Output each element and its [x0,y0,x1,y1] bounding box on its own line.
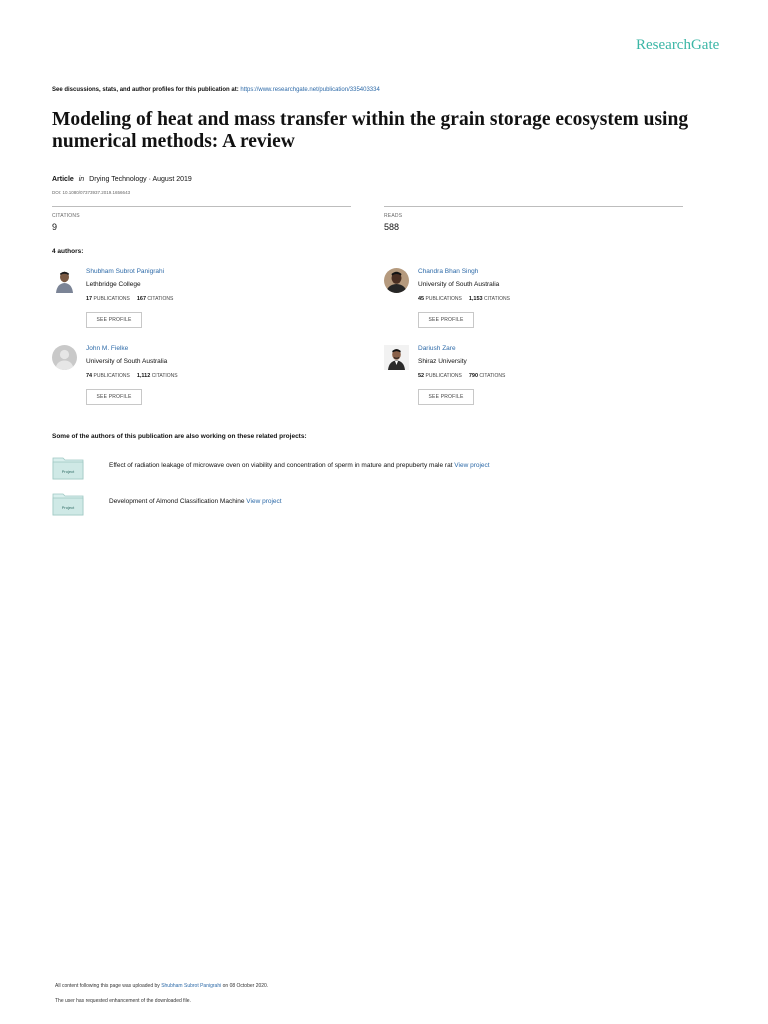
publications-label: PUBLICATIONS [425,373,462,379]
related-projects-heading: Some of the authors of this publication are also working on these related projects: [52,433,307,440]
upload-note [55,983,268,989]
project-icon-label: Project [61,505,75,510]
reads-divider [384,206,683,207]
author-card [52,345,352,415]
see-discussions-text: See discussions, stats, and author profiles for this publication at: [52,87,239,93]
author-name-link[interactable]: John M. Fielke [86,345,129,352]
author-stats [86,296,173,302]
project-item [52,492,752,518]
upload-note-prefix: All content following this page was uploaded by [55,983,160,989]
author-stats [418,373,505,379]
doi[interactable]: DOI: 10.1080/07373937.2019.1656643 [52,190,131,195]
citations-count: 1,153 [468,296,483,302]
author-name-link[interactable]: Chandra Bhan Singh [418,268,479,275]
author-card [52,268,352,338]
project-title: Development of Almond Classification Machine [109,498,245,505]
publications-count: 52 [418,373,425,379]
citations-count: 167 [136,296,147,302]
see-profile-button[interactable]: SEE PROFILE [86,312,142,328]
view-project-link[interactable]: View project [454,462,490,469]
project-title: Effect of radiation leakage of microwave oven on viability and concentration of sperm in mature and prepuberty male rat [109,462,453,469]
citations-label: CITATIONS [52,213,80,219]
project-description [109,462,490,469]
publications-count: 74 [86,373,93,379]
author-avatar-placeholder[interactable] [52,345,77,370]
see-profile-button[interactable]: SEE PROFILE [418,312,474,328]
see-profile-button[interactable]: SEE PROFILE [418,389,474,405]
publications-count: 17 [86,296,93,302]
author-name-link[interactable]: Shubham Subrot Panigrahi [86,268,165,275]
authors-heading: 4 authors: [52,248,84,255]
citations-count: 1,112 [136,373,151,379]
reads-value: 588 [384,222,400,232]
uploader-link[interactable]: Shubham Subrot Panigrahi [161,983,222,989]
publications-label: PUBLICATIONS [93,373,130,379]
reads-label: READS [384,213,403,219]
author-stats [418,296,510,302]
publication-url-link[interactable]: https://www.researchgate.net/publication/335403334 [240,87,380,93]
citations-count: 790 [468,373,479,379]
author-institution: University of South Australia [86,358,168,365]
see-profile-button[interactable]: SEE PROFILE [86,389,142,405]
project-folder-icon[interactable] [52,492,84,516]
enhancement-request-note: The user has requested enhancement of the downloaded file. [55,998,191,1004]
article-in-word: in [78,176,85,183]
author-avatar[interactable] [52,268,77,293]
citations-label: CITATIONS [479,373,506,379]
project-folder-icon[interactable] [52,456,84,480]
article-info [52,176,192,183]
author-institution: Shiraz University [418,358,467,365]
author-institution: Lethbridge College [86,281,141,288]
publications-label: PUBLICATIONS [93,296,130,302]
project-description [109,498,282,505]
author-institution: University of South Australia [418,281,500,288]
author-card [384,268,684,338]
citations-label: CITATIONS [483,296,510,302]
researchgate-logo[interactable]: ResearchGate [636,37,720,53]
author-stats [86,373,178,379]
citations-value: 9 [52,222,58,232]
project-item [52,456,752,482]
publications-count: 45 [418,296,425,302]
see-discussions-line [52,87,380,93]
view-project-link[interactable]: View project [246,498,282,505]
publications-label: PUBLICATIONS [425,296,462,302]
project-icon-label: Project [61,469,75,474]
author-card [384,345,684,415]
author-name-link[interactable]: Dariush Zare [418,345,456,352]
citations-label: CITATIONS [151,373,178,379]
author-avatar[interactable] [384,268,409,293]
citations-label: CITATIONS [147,296,174,302]
publication-title: Modeling of heat and mass transfer within the grain storage ecosystem using numerical methods: A review [52,109,689,152]
article-type: Article [52,176,74,183]
publication-date: · August 2019 [148,176,192,183]
citations-divider [52,206,351,207]
author-avatar[interactable] [384,345,409,370]
journal-name[interactable]: Drying Technology [89,176,147,183]
upload-note-suffix: on 08 October 2020. [222,983,269,989]
